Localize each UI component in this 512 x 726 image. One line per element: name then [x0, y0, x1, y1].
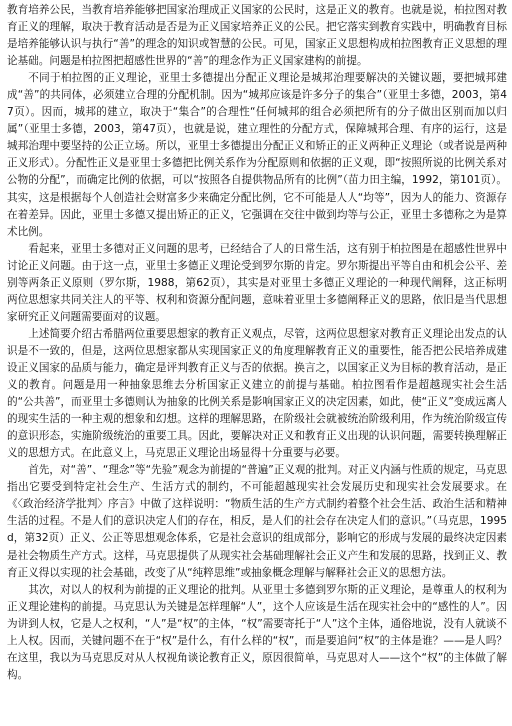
paragraph-3: 看起来，亚里士多德对正义问题的思考，已经结合了人的日常生活，这有别于柏拉图是在超感性世界中讨论正义问题。由于这一点，亚里士多德正义理论受到罗尔斯的肯定。罗尔斯提出平等自由和机会公平、差别等两条正义原则（罗尔斯，1988，第62页），其实是对亚里士多德正义理论的一种现代阐释，这正标明两位思想家共同关注人的平等、权利和资源分配问题，意味着亚里士多德阐释正义的思路，依旧是当代思想家研究正义问题需要面对的议题。	[7, 242, 507, 323]
paragraph-5: 首先，对“善”、“理念”等“先验”观念为前提的“普遍”正义观的批判。对正义内涵与性质的规定，马克思指出它要受到特定社会生产、生活方式的制约，不可能超越现实社会发展历史和现实社会发展要求。在《〈政治经济学批判〉序言》中做了这样说明：“物质生活的生产方式制约着整个社会生活、政治生活和精神生活的过程。不是人们的意识决定人们的存在，相反，是人们的社会存在决定人们的意识。”（马克思，1995d，第32页）正义、公正等思想观念体系，它是社会意识的组成部分，影响它的形成与发展的最终决定因素是社会物质生产方式。这样，马克思提供了从现实社会基础理解社会正义产生和发展的思路，找到正义、教育正义得以实现的社会基础，改变了从“纯粹思维”或抽象概念理解与解释社会正义的思想方法。	[7, 464, 507, 579]
paragraph-2: 不同于柏拉图的正义理论，亚里士多德提出分配正义理论是城邦治理要解决的关键议题，要把城邦建成“善”的共同体，必须建立合理的分配机制。因为“城邦应该是许多分子的集合”（亚里士多德，2003，第47页）。因而，城邦的建立，取决于“集合”的合理性“任何城邦的组合必须把所有的分子做出区别而加以归属”（亚里士多德，2003，第47页），也就是说，建立理性的分配方式，保障城邦合理、有序的运行，这是城邦治理中要坚持的公正立场。所以，亚里士多德提出分配正义和矫正的正义两种正义理论（或者说是两种正义形式）。分配性正义是亚里士多德把比例关系作为分配原则和依据的正义观，即“按照所说的比例关系对公物的分配”，而确定比例的依据，可以“按照各自提供物品所有的比例”（苗力田主编，1992，第101页）。其实，这是根据每个人创造社会财富多少来确定分配比例，它不可能是人人“均等”，因为人的能力、资源存在着差异。因此，亚里士多德又提出矫正的正义，它强调在交往中做到均等与公正，亚里士多德称之为是算术比例。	[7, 72, 507, 238]
paragraph-1: 教育培养公民，当教育培养能够把国家治理成正义国家的公民时，这是正义的教育。也就是说，柏拉图对教育正义的理解，取决于教育活动是否是为正义国家培养正义的公民。把它落实到教育实践中，明确教育目标是培养能够认识与执行“善”的理念的知识或智慧的公民。可见，国家正义思想构成柏拉图教育正义思想的理论基础。问题是柏拉图把超感性世界的“善”的理念作为正义国家建构的前提。	[7, 4, 507, 68]
paragraph-6: 其次，对以人的权利为前提的正义理论的批判。从亚里士多德到罗尔斯的正义理论，是尊重人的权利为正义理论建构的前提。马克思认为关键是怎样理解“人”，这个人应该是生活在现实社会中的“感性的人”。因为讲到人权，它是人之权利，“人”是“权”的主体，“权”需要寄托于“人”这个主体，通俗地说，没有人就谈不上人权。因而，关键问题不在于“权”是什么，有什么样的“权”，而是要追问“权”的主体是谁？——是人吗？在这里，我以为马克思反对从人权视角谈论教育正义，原因很简单，马克思对人——这个“权”的主体做了解构。	[7, 583, 507, 681]
paragraph-4: 上述简要介绍古希腊两位重要思想家的教育正义观点，尽管，这两位思想家对教育正义理论出发点的认识是不一致的，但是，这两位思想家都从实现国家正义的角度理解教育正义的重要性，能否把公民培养成建设正义国家的品质与能力，确定是评判教育正义与否的依据。换言之，以国家正义为目标的教育活动，是正义的教育。问题是用一种抽象思维去分析国家正义建立的前提与基础。柏拉图看作是超越现实社会生活的“公共善”，而亚里士多德则认为抽象的比例关系是影响国家正义的决定因素，如此，使“正义”变成远离人的现实生活的一种主观的想象和幻想。这样的理解思路，在阶级社会就被统治阶级利用，作为统治阶级宣传的意识形态，实施阶级统治的重要工具。因此，要解决对正义和教育正义出现的认识问题，需要转换理解正义的思想方式。在此意义上，马克思正义理论出场显得十分重要与必要。	[7, 327, 507, 460]
